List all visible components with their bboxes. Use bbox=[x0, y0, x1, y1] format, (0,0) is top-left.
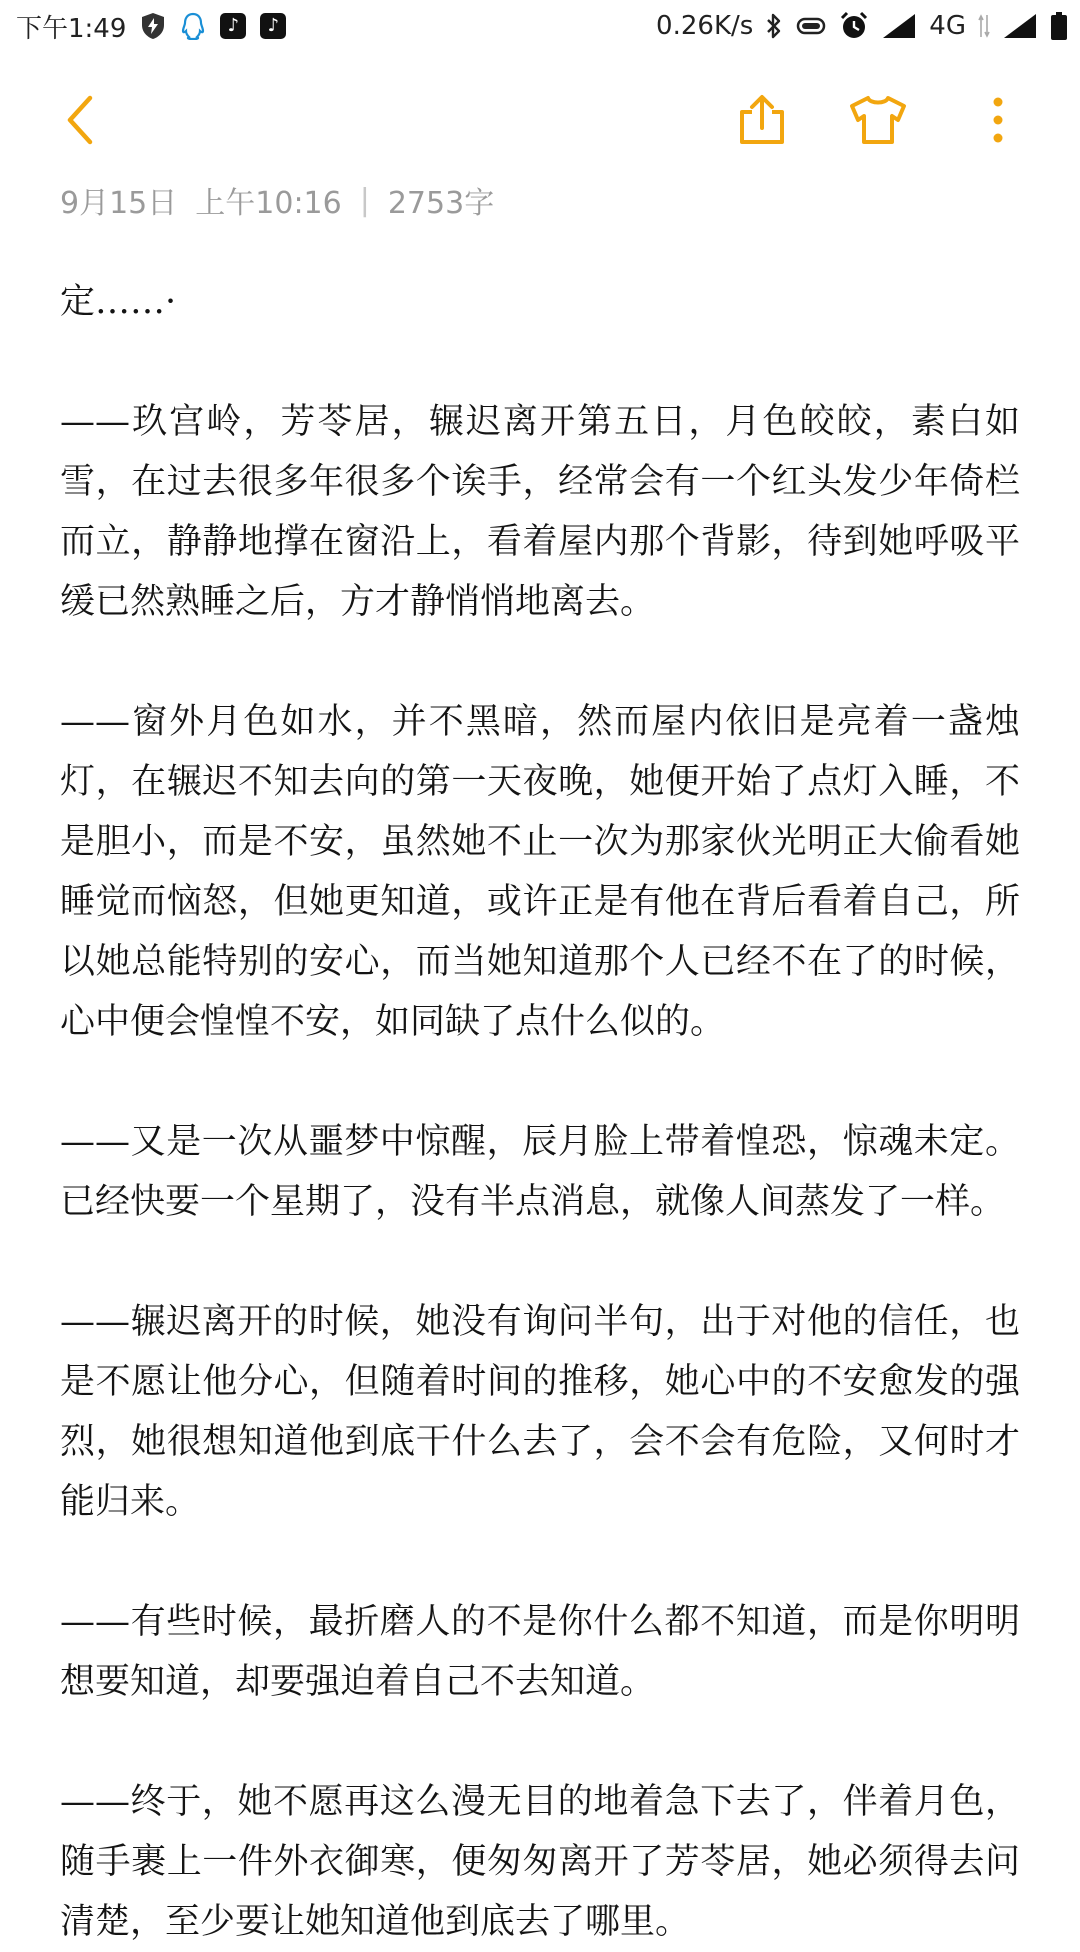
meta-separator: | bbox=[359, 182, 370, 218]
vibrate-icon bbox=[795, 15, 827, 37]
note-time: 上午10:16 bbox=[195, 186, 342, 221]
note-paragraph: ——窗外月色如水，并不黑暗，然而屋内依旧是亮着一盏烛灯，在辗迟不知去向的第一天夜晚，她便开始了点灯入睡，不是胆小，而是不安，虽然她不止一次为那家伙光明正大偷看她睡觉而恼怒，但她更知道，或许正是有他在背后看着自己，所以她总能特别的安心，而当她知道那个人已经不在了的时候，心中便会惶惶不安，如同缺了点什么似的。 bbox=[60, 702, 1020, 1042]
signal-icon bbox=[1002, 12, 1038, 40]
status-bar-left bbox=[16, 8, 286, 44]
note-paragraph: 定……· bbox=[60, 282, 177, 322]
chevron-left-icon bbox=[60, 92, 100, 148]
tiktok-icon: ♪ bbox=[220, 13, 246, 39]
note-date: 9月15日 bbox=[60, 186, 178, 221]
note-paragraph: ——辗迟离开的时候，她没有询问半句，出于对他的信任，也是不愿让他分心，但随着时间的推移，她心中的不安愈发的强烈，她很想知道他到底干什么去了，会不会有危险，又何时才能归来。 bbox=[60, 1302, 1020, 1522]
battery-icon bbox=[1050, 11, 1068, 41]
word-count: 2753字 bbox=[387, 186, 495, 221]
note-content[interactable] bbox=[60, 272, 1020, 1952]
theme-button[interactable] bbox=[838, 80, 918, 160]
data-arrows-icon bbox=[978, 13, 990, 39]
shield-bolt-icon bbox=[140, 12, 166, 40]
note-toolbar bbox=[0, 80, 1080, 160]
back-button[interactable] bbox=[40, 80, 120, 160]
status-bar bbox=[0, 0, 1080, 52]
status-bar-right bbox=[656, 8, 1068, 44]
more-options-button[interactable] bbox=[958, 80, 1038, 160]
note-paragraph: ——有些时候，最折磨人的不是你什么都不知道，而是你明明想要知道，却要强迫着自己不去知道。 bbox=[60, 1602, 1020, 1702]
note-paragraph: ——终于，她不愿再这么漫无目的地着急下去了，伴着月色，随手裹上一件外衣御寒，便匆匆离开了芳苓居，她必须得去问清楚，至少要让她知道他到底去了哪里。 bbox=[60, 1782, 1020, 1942]
note-paragraph: ——又是一次从噩梦中惊醒，辰月脸上带着惶恐，惊魂未定。已经快要一个星期了，没有半点消息，就像人间蒸发了一样。 bbox=[60, 1122, 1020, 1222]
share-button[interactable] bbox=[722, 80, 802, 160]
note-meta bbox=[60, 178, 494, 222]
tshirt-icon bbox=[848, 94, 908, 146]
share-icon bbox=[736, 92, 788, 148]
alarm-icon bbox=[839, 11, 869, 41]
qq-icon bbox=[180, 12, 206, 40]
network-speed: 0.26K/s bbox=[656, 11, 754, 41]
signal-icon bbox=[881, 12, 917, 40]
note-paragraph: ——玖宫岭，芳苓居，辗迟离开第五日，月色皎皎，素白如雪，在过去很多年很多个诶手，经常会有一个红头发少年倚栏而立，静静地撑在窗沿上，看着屋内那个背影，待到她呼吸平缓已然熟睡之后，方才静悄悄地离去。 bbox=[60, 402, 1020, 622]
network-type: 4G bbox=[929, 11, 966, 41]
bluetooth-icon bbox=[765, 12, 783, 40]
more-vertical-icon bbox=[988, 95, 1008, 145]
status-time: 下午1:49 bbox=[16, 13, 127, 44]
tiktok-icon: ♪ bbox=[260, 13, 286, 39]
